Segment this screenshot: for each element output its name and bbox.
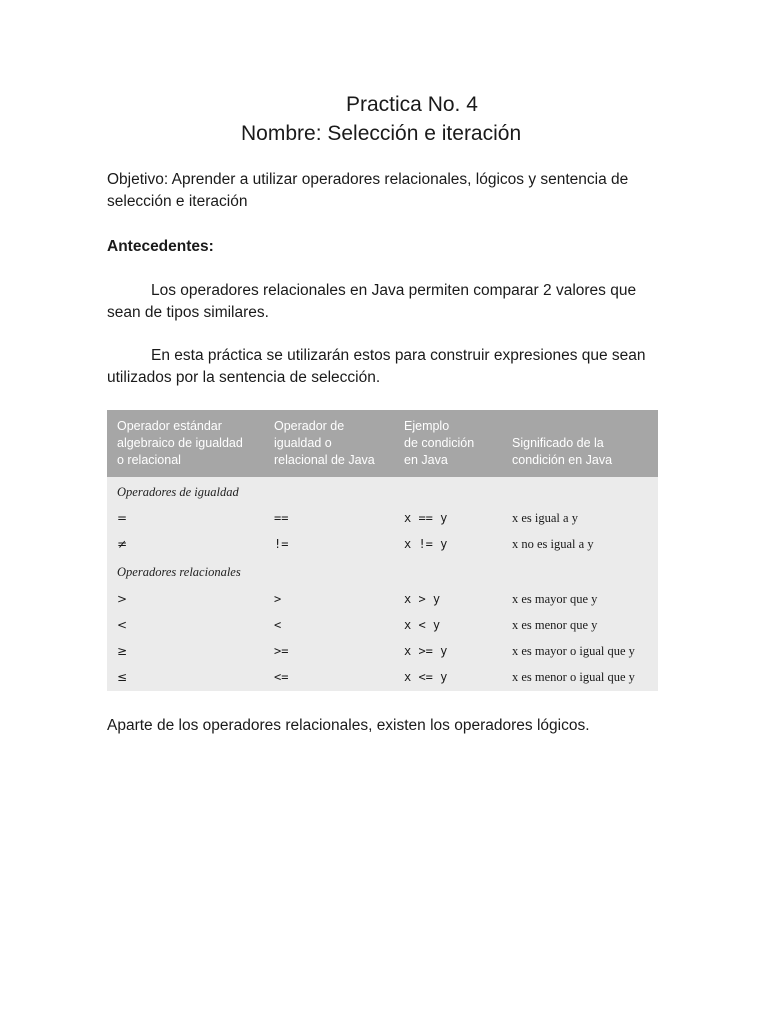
example-cell: x <= y <box>404 670 448 684</box>
algebraic-operator-cell: < <box>117 618 128 632</box>
practice-title: Practica No. 4 <box>346 93 478 116</box>
practice-usage-paragraph: En esta práctica se utilizarán estos para construir expresiones que sean utilizados por la sentencia de selección. <box>107 347 646 386</box>
operators-table <box>107 410 658 691</box>
table-row <box>107 590 658 612</box>
java-operator-cell: > <box>274 592 282 606</box>
example-cell: x != y <box>404 537 448 551</box>
algebraic-operator-cell: ≠ <box>117 537 128 551</box>
header-java-operator: Operador de igualdad o relacional de Java <box>274 419 375 467</box>
meaning-cell: x es mayor o igual que y <box>512 644 635 658</box>
java-operator-cell: < <box>274 618 282 632</box>
logical-operators-intro: Aparte de los operadores relacionales, existen los operadores lógicos. <box>107 717 590 734</box>
section-relational-operators: Operadores relacionales <box>117 565 241 579</box>
java-operator-cell: != <box>274 537 289 551</box>
table-row <box>107 668 658 690</box>
table-header <box>107 410 658 477</box>
table-row <box>107 509 658 531</box>
meaning-cell: x es menor o igual que y <box>512 670 635 684</box>
relational-operators-paragraph: Los operadores relacionales en Java permiten comparar 2 valores que sean de tipos similares. <box>107 282 637 321</box>
java-operator-cell: == <box>274 511 289 525</box>
example-cell: x >= y <box>404 644 448 658</box>
table-row <box>107 535 658 557</box>
practice-name: Nombre: Selección e iteración <box>241 122 522 145</box>
header-algebraic-operator: Operador estándar algebraico de igualdad o relacional <box>117 419 243 467</box>
meaning-cell: x es mayor que y <box>512 592 598 606</box>
example-cell: x > y <box>404 592 441 606</box>
meaning-cell: x no es igual a y <box>512 537 594 551</box>
objective-paragraph: Objetivo: Aprender a utilizar operadores relacionales, lógicos y sentencia de selección e iteración <box>107 171 629 210</box>
example-cell: x < y <box>404 618 441 632</box>
algebraic-operator-cell: ≥ <box>117 644 128 658</box>
header-example: Ejemplo de condición en Java <box>404 419 475 467</box>
table-row <box>107 616 658 638</box>
java-operator-cell: >= <box>274 644 289 658</box>
header-meaning: Significado de la condición en Java <box>512 436 613 467</box>
section-equality-operators: Operadores de igualdad <box>117 485 239 499</box>
java-operator-cell: <= <box>274 670 289 684</box>
example-cell: x == y <box>404 511 448 525</box>
antecedentes-heading: Antecedentes: <box>107 238 214 255</box>
meaning-cell: x es menor que y <box>512 618 598 632</box>
algebraic-operator-cell: ≤ <box>117 670 128 684</box>
meaning-cell: x es igual a y <box>512 511 578 525</box>
table-row <box>107 642 658 664</box>
algebraic-operator-cell: = <box>117 511 128 525</box>
algebraic-operator-cell: > <box>117 592 128 606</box>
